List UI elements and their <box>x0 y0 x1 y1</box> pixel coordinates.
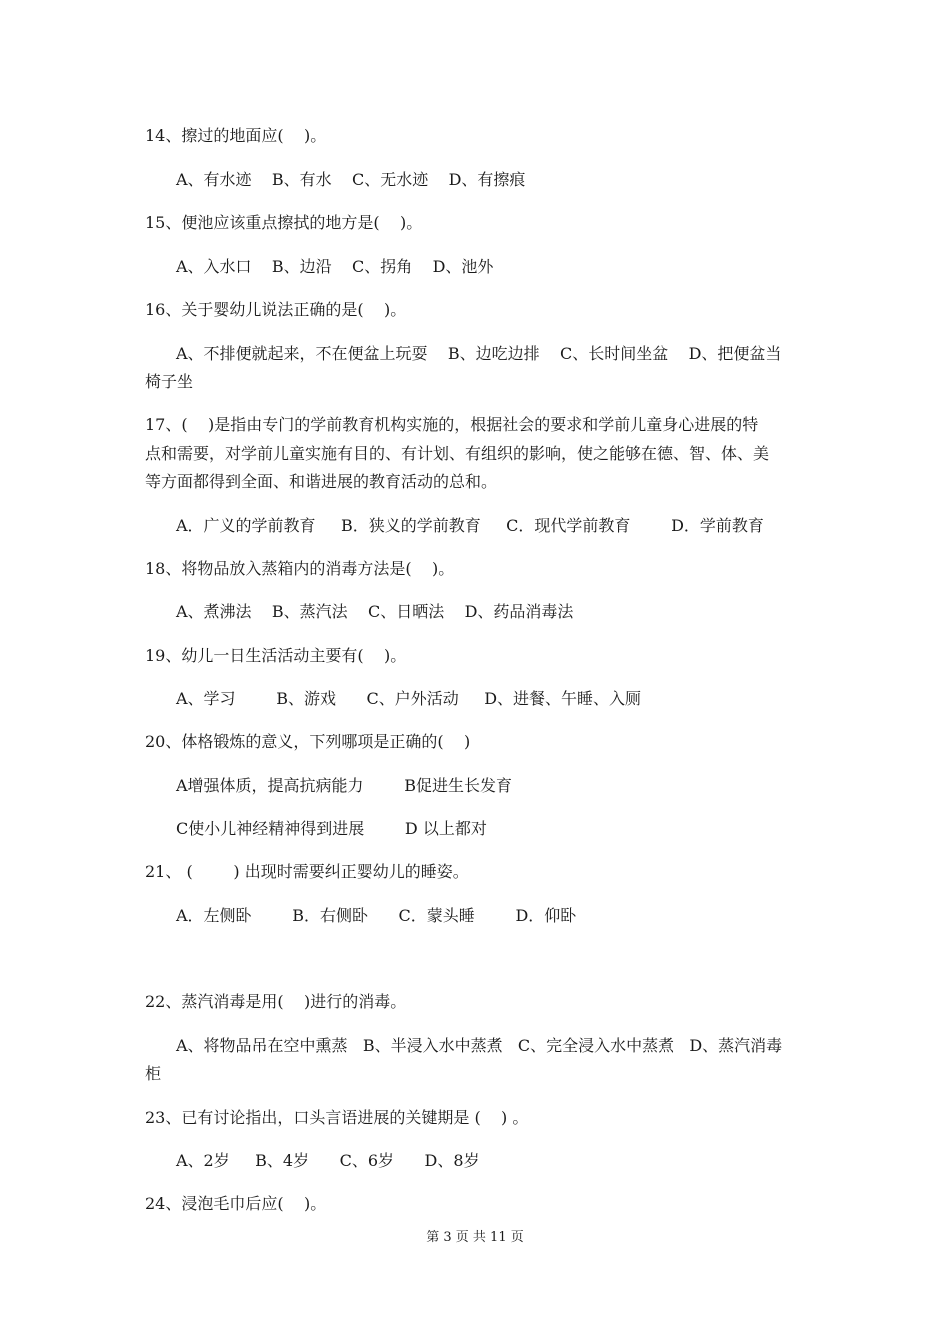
question-14: 14、擦过的地面应( )。 <box>145 126 327 145</box>
options-16-continued: 椅子坐 <box>145 372 194 391</box>
options-19: A、学习 B、游戏 C、户外活动 D、进餐、午睡、入厕 <box>176 689 642 708</box>
options-20-row-1: A增强体质，提高抗病能力 B促进生长发育 <box>176 776 513 795</box>
options-23: A、2岁 B、4岁 C、6岁 D、8岁 <box>176 1151 480 1170</box>
question-17-line-3: 等方面都得到全面、和谐进展的教育活动的总和。 <box>145 472 498 491</box>
question-17-line-1: 17、( )是指由专门的学前教育机构实施的，根据社会的要求和学前儿童身心进展的特 <box>145 415 759 434</box>
question-19: 19、幼儿一日生活活动主要有( )。 <box>145 646 407 665</box>
question-18: 18、将物品放入蒸箱内的消毒方法是( )。 <box>145 559 455 578</box>
options-16: A、不排便就起来，不在便盆上玩耍 B、边吃边排 C、长时间坐盆 D、把便盆当 <box>176 344 782 363</box>
options-21: A．左侧卧 B．右侧卧 C．蒙头睡 D．仰卧 <box>176 906 577 925</box>
page-number-footer: 第 3 页 共 11 页 <box>426 1230 524 1245</box>
question-15: 15、便池应该重点擦拭的地方是( )。 <box>145 213 423 232</box>
question-17-line-2: 点和需要，对学前儿童实施有目的、有计划、有组织的影响，使之能够在德、智、体、美 <box>145 444 770 463</box>
options-22: A、将物品吊在空中熏蒸 B、半浸入水中蒸煮 C、完全浸入水中蒸煮 D、蒸汽消毒 <box>176 1036 783 1055</box>
options-22-continued: 柜 <box>145 1064 162 1083</box>
question-23: 23、已有讨论指出，口头言语进展的关键期是 ( ) 。 <box>145 1108 529 1127</box>
question-21: 21、 ( ) 出现时需要纠正婴幼儿的睡姿。 <box>145 862 469 881</box>
options-15: A、入水口 B、边沿 C、拐角 D、池外 <box>176 257 494 276</box>
question-24: 24、浸泡毛巾后应( )。 <box>145 1194 327 1213</box>
options-17: A．广义的学前教育 B．狭义的学前教育 C．现代学前教育 D．学前教育 <box>176 516 764 535</box>
question-16: 16、关于婴幼儿说法正确的是( )。 <box>145 300 407 319</box>
question-20: 20、体格锻炼的意义，下列哪项是正确的( ) <box>145 732 471 751</box>
question-22: 22、蒸汽消毒是用( )进行的消毒。 <box>145 992 407 1011</box>
options-18: A、煮沸法 B、蒸汽法 C、日晒法 D、药品消毒法 <box>176 602 574 621</box>
options-20-row-2: C使小儿神经精神得到进展 D 以上都对 <box>176 819 487 838</box>
options-14: A、有水迹 B、有水 C、无水迹 D、有擦痕 <box>176 170 526 189</box>
